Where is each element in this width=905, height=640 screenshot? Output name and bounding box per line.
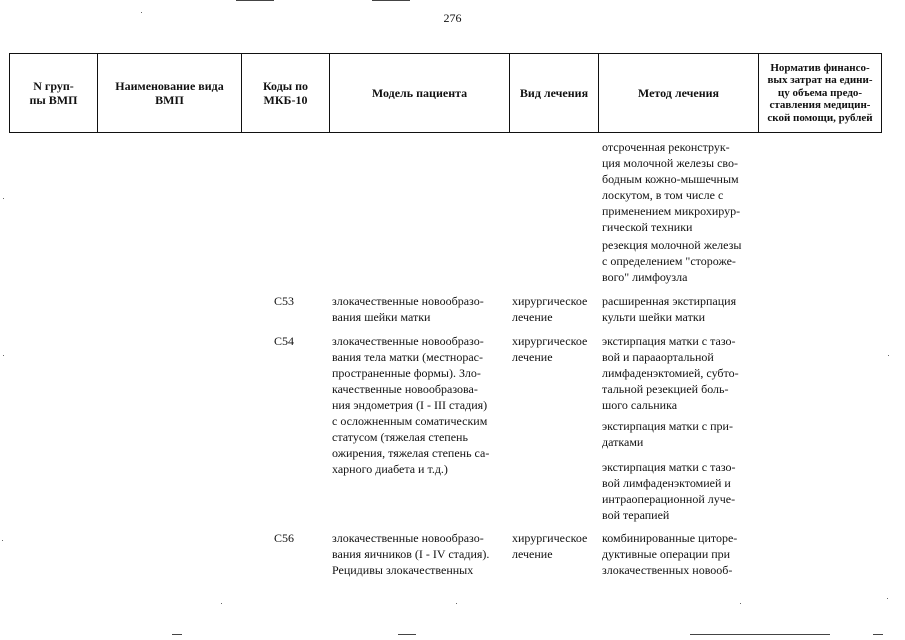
header-patient-model: Модель пациента: [330, 54, 510, 133]
header-cost-norm: Норматив финансо- вых затрат на едини- цу объема предо- ставления медицин- ской помощи, рублей: [759, 54, 882, 133]
patient-model-cell: злокачественные новообразо- вания шейки матки: [332, 294, 484, 324]
method-cell: отсроченная реконструк- ция молочной железы сво- бодным кожно-мышечным лоскутом, в том числе с применением микрохирур- гической техники: [602, 140, 741, 234]
scan-dot: [3, 355, 4, 356]
method-cell: расширенная экстирпация культи шейки матки: [602, 294, 737, 324]
method-cell: комбинированные циторе- дуктивные операции при злокачественных новооб-: [602, 531, 738, 577]
scan-dot: [221, 603, 222, 604]
header-vmp-name: Наименование вида ВМП: [98, 54, 242, 133]
treatment-type-cell: хирургическое лечение: [512, 531, 588, 561]
treatment-type-cell: хирургическое лечение: [512, 334, 588, 364]
scan-mark: [398, 634, 416, 635]
scan-dot: [887, 598, 888, 599]
method-cell: экстирпация матки с при- датками: [602, 419, 733, 449]
method-cell: экстирпация матки с тазо- вой и парааортальной лимфаденэктомией, субто- тальной резекцией боль- шого сальника: [602, 334, 739, 412]
scan-dot: [141, 12, 142, 13]
scan-dot: [3, 198, 4, 199]
icd-code: C53: [274, 294, 295, 308]
scan-mark: [172, 634, 182, 635]
treatment-type-cell: хирургическое лечение: [512, 294, 588, 324]
scan-dot: [2, 540, 3, 541]
header-treatment-method: Метод лечения: [599, 54, 759, 133]
header-group-number: N груп- пы ВМП: [10, 54, 98, 133]
scan-mark: [372, 0, 410, 1]
scan-mark: [690, 634, 830, 635]
patient-model-cell: злокачественные новообразо- вания тела матки (местнорас- пространенные формы). Зло- качественные новообразова- ния эндометрия (I - III стадия) с осложненным соматическим статусом (тяжелая степень ожирения, тяжелая степень са- харного диабета и т.д.): [332, 334, 490, 476]
icd-code: C56: [274, 531, 295, 545]
scan-mark: [873, 634, 883, 635]
method-cell: экстирпация матки с тазо- вой лимфаденэктомией и интраоперационной луче- вой терапией: [602, 460, 736, 522]
scan-dot: [740, 603, 741, 604]
header-icd-codes: Коды по МКБ-10: [242, 54, 330, 133]
scan-dot: [456, 603, 457, 604]
method-cell: резекция молочной железы с определением "стороже- вого" лимфоузла: [602, 238, 742, 284]
table-header: [9, 53, 882, 133]
header-treatment-type: Вид лечения: [510, 54, 599, 133]
scan-dot: [888, 355, 889, 356]
page-number: 276: [443, 11, 462, 25]
scan-mark: [236, 0, 274, 1]
icd-code: C54: [274, 334, 295, 348]
patient-model-cell: злокачественные новообразо- вания яичников (I - IV стадия). Рецидивы злокачественных: [332, 531, 490, 577]
